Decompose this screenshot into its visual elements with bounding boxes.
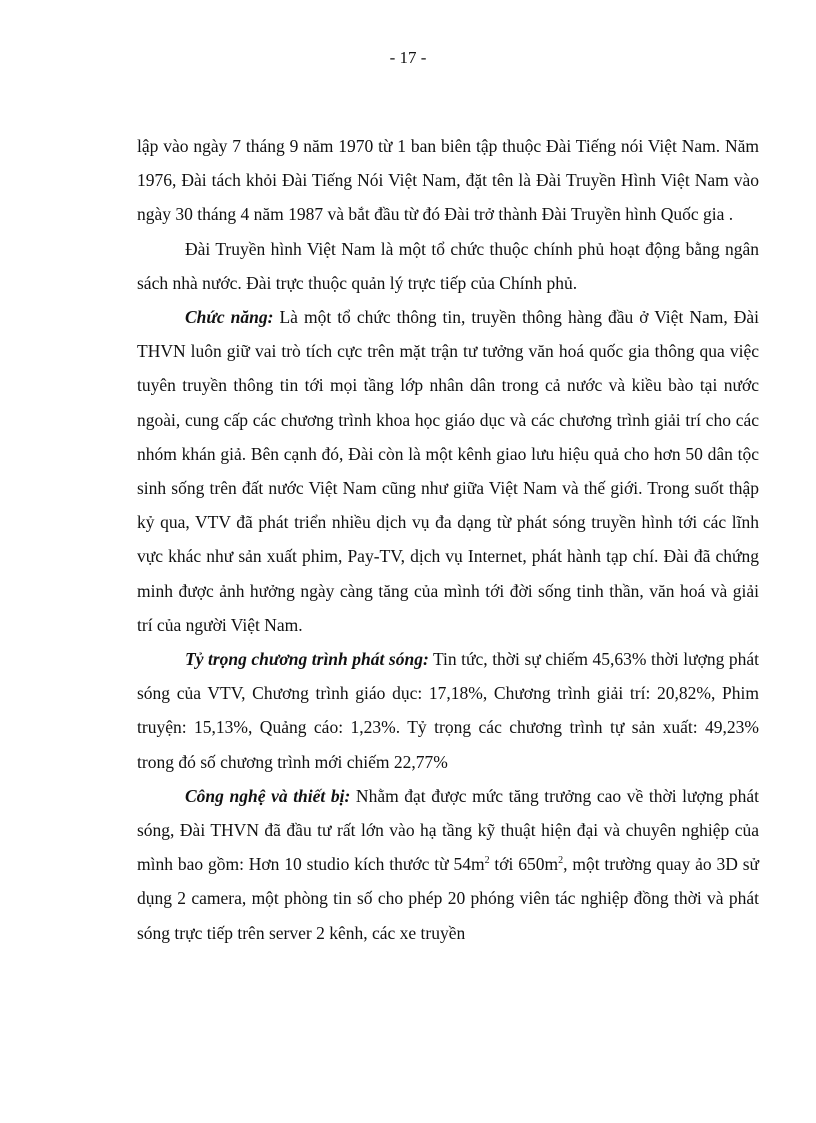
- broadcast-share-text: Tin tức, thời sự chiếm 45,63% thời lượng phát sóng của VTV, Chương trình giáo dục: 17,18%, Chương trình giải trí: 20,82%, Phim truyện: 15,13%, Quảng cáo: 1,23%. Tỷ trọng các chương trình tự sản xuất: 49,23% trong đó số chương trình mới chiếm 22,77%: [137, 649, 759, 772]
- page-number: - 17 -: [389, 48, 427, 67]
- paragraph-broadcast-share: [137, 642, 759, 779]
- paragraph-technology: [137, 779, 759, 950]
- technology-text-part-3: , một trường quay ảo 3D sử dụng 2 camera, một phòng tin số cho phép 20 phóng viên tác nghiệp đồng thời và phát sóng trực tiếp trên server 2 kênh, các xe truyền: [137, 854, 760, 943]
- paragraph-history: lập vào ngày 7 tháng 9 năm 1970 từ 1 ban biên tập thuộc Đài Tiếng nói Việt Nam. Năm 1976, Đài tách khỏi Đài Tiếng Nói Việt Nam, đặt tên là Đài Truyền Hình Việt Nam vào ngày 30 tháng 4 năm 1987 và bắt đầu từ đó Đài trở thành Đài Truyền hình Quốc gia .: [137, 136, 759, 225]
- function-heading: Chức năng:: [185, 307, 274, 328]
- technology-text-part-1: Nhằm đạt được mức tăng trưởng cao về thời lượng phát sóng, Đài THVN đã đầu tư rất lớn vào hạ tầng kỹ thuật hiện đại và chuyên nghiệp của mình bao gồm: Hơn 10 studio kích thước từ 54m: [137, 785, 759, 875]
- technology-heading: Công nghệ và thiết bị:: [185, 785, 351, 806]
- paragraph-status: Đài Truyền hình Việt Nam là một tổ chức thuộc chính phủ hoạt động bằng ngân sách nhà nước. Đài trực thuộc quản lý trực tiếp của Chính phủ.: [137, 238, 759, 293]
- function-text: Là một tổ chức thông tin, truyền thông hàng đầu ở Việt Nam, Đài THVN luôn giữ vai trò tích cực trên mặt trận tư tưởng văn hoá quốc gia thông qua việc tuyên truyền thông tin tới mọi tầng lớp nhân dân trong cả nước và kiều bào tại nước ngoài, cung cấp các chương trình khoa học giáo dục và các chương trình giải trí cho các nhóm khán giả. Bên cạnh đó, Đài còn là một kênh giao lưu hiệu quả cho hơn 50 dân tộc sinh sống trên đất nước Việt Nam cũng như giữa Việt Nam và thế giới. Trong suốt thập kỷ qua, VTV đã phát triển nhiều dịch vụ đa dạng từ phát sóng truyền hình tới các lĩnh vực khác như sản xuất phim, Pay-TV, dịch vụ Internet, phát hành tạp chí. Đài đã chứng minh được ảnh hưởng ngày càng tăng của mình tới đời sống tinh thần, văn hoá và giải trí của người Việt Nam.: [137, 307, 759, 635]
- technology-text-part-2: tới 650m: [489, 854, 559, 875]
- paragraph-function: [137, 300, 759, 642]
- broadcast-share-heading: Tỷ trọng chương trình phát sóng:: [185, 649, 429, 670]
- superscript-square-2: 2: [558, 855, 564, 867]
- document-body: [137, 129, 759, 950]
- superscript-square-1: 2: [484, 855, 490, 867]
